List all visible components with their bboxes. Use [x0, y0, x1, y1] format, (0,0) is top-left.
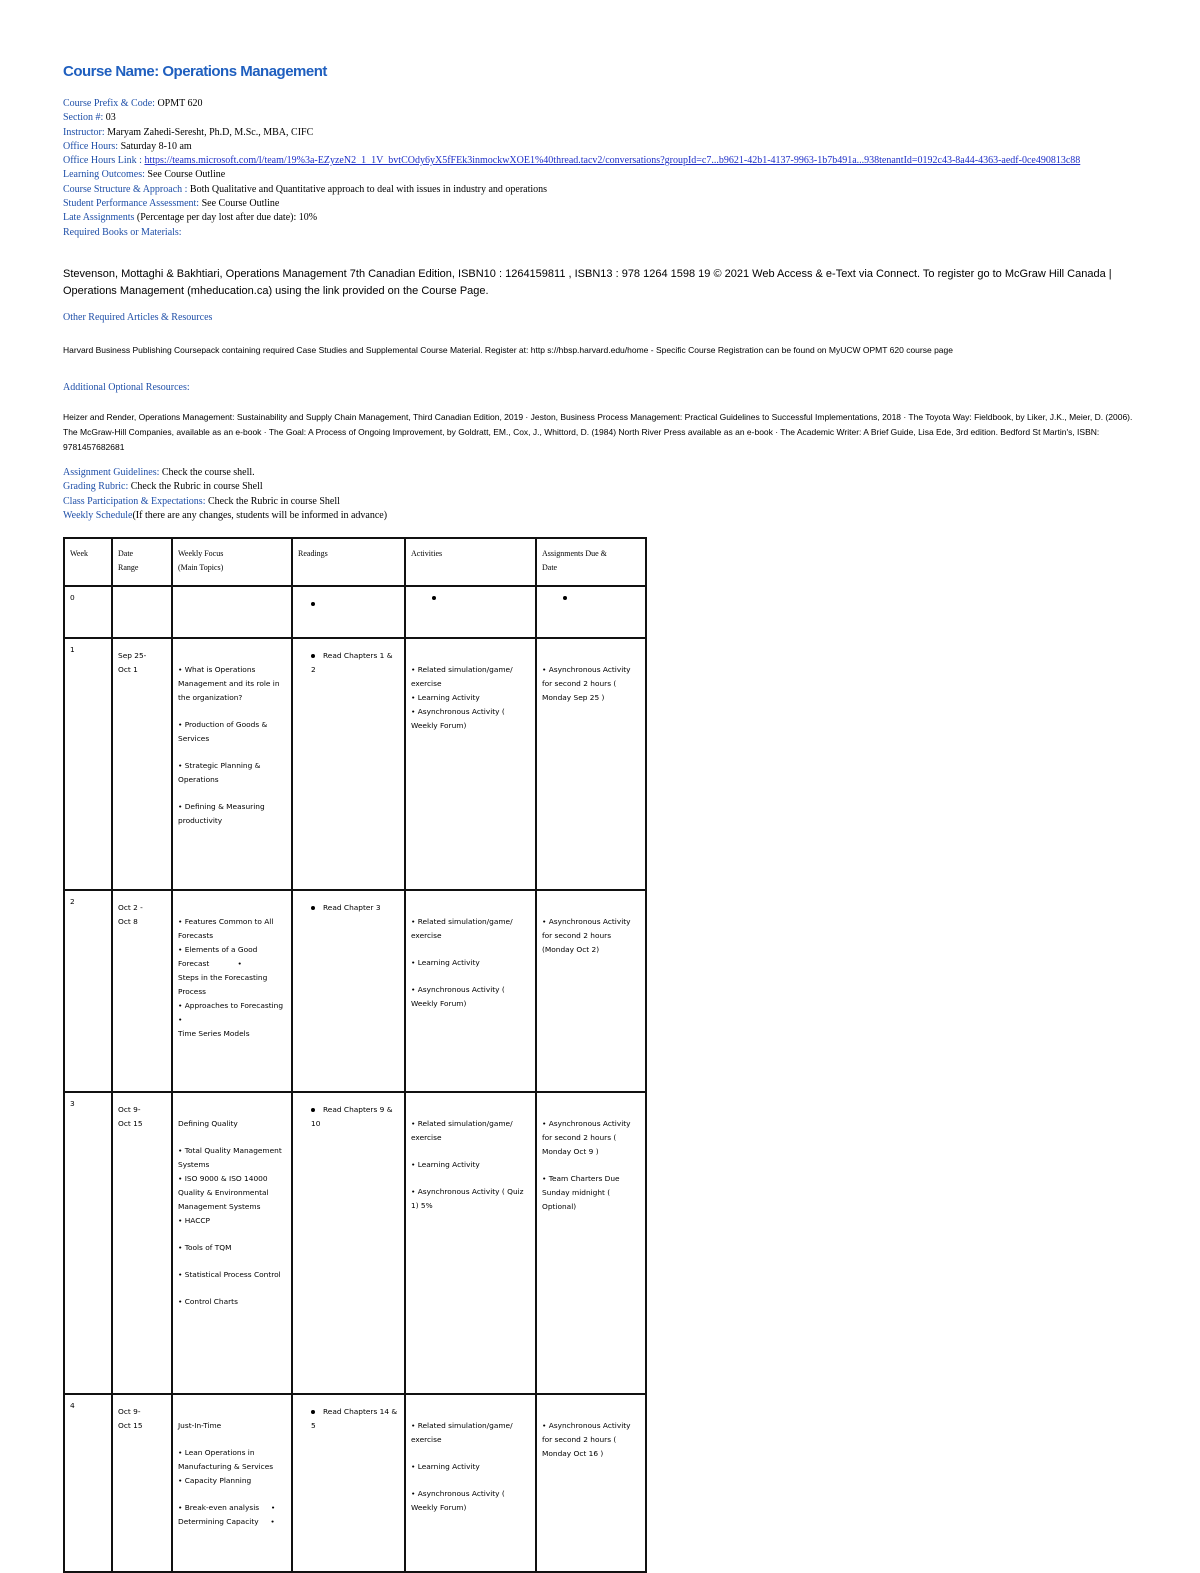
- assign-rubric: [63, 480, 387, 494]
- weekly-focus-cell: [172, 638, 292, 890]
- bullet-icon: [311, 1108, 315, 1112]
- assign-rubric-label: Grading Rubric:: [63, 481, 129, 493]
- focus-paragraph: • Break-even analysis • Determining Capacity •: [178, 1503, 276, 1526]
- week-cell: 3: [64, 1092, 112, 1394]
- activity-paragraph: • Asynchronous Activity ( Quiz 1) 5%: [411, 1187, 526, 1210]
- meta-instructor-value: Maryam Zahedi-Seresht, Ph.D, M.Sc., MBA, CIFC: [107, 126, 314, 138]
- activity-paragraph: • Related simulation/game/ exercise: [411, 1119, 515, 1142]
- assign-participation: [63, 495, 387, 509]
- assignment-paragraph: • Asynchronous Activity for second 2 hours (Monday Oct 2): [542, 917, 633, 954]
- bullet-icon: [311, 654, 315, 658]
- focus-paragraph: Defining Quality: [178, 1119, 238, 1128]
- meta-hours-label: Office Hours:: [63, 140, 119, 152]
- assignments-cell: [536, 1394, 646, 1572]
- activity-paragraph: • Related simulation/game/ exercise: [411, 1421, 515, 1444]
- required-books-text: Stevenson, Mottaghi & Bakhtiari, Operations Management 7th Canadian Edition, ISBN10 : 1264159811 , ISBN13 : 978 1264 1598 19 © 2021 Web Access & e-Text via Connect. To register go to McGraw Hill Canada | Operations Management (mheducation.ca) using the link provided on the Course Page.: [63, 268, 1112, 297]
- meta-books: [63, 226, 1133, 240]
- activity-paragraph: • Related simulation/game/ exercise • Learning Activity • Asynchronous Activity ( Weekly Forum): [411, 665, 513, 730]
- week-cell: 0: [64, 586, 112, 638]
- activities-cell: [405, 586, 536, 638]
- focus-paragraph: • Lean Operations in Manufacturing & Services • Capacity Planning: [178, 1448, 274, 1485]
- meta-late: [63, 211, 1133, 225]
- additional-resources-label: Additional Optional Resources:: [63, 382, 190, 393]
- meta-late-value: (Percentage per day lost after due date): 10%: [136, 212, 318, 224]
- focus-paragraph: • Strategic Planning & Operations: [178, 761, 263, 784]
- assign-guidelines-label: Assignment Guidelines:: [63, 467, 160, 478]
- course-meta: [63, 97, 1133, 240]
- activity-paragraph: • Asynchronous Activity ( Weekly Forum): [411, 1489, 508, 1512]
- assignment-paragraph: • Asynchronous Activity for second 2 hours ( Monday Oct 9 ): [542, 1119, 633, 1156]
- date-range-cell: Oct 2 - Oct 8: [112, 890, 172, 1092]
- assign-guidelines-value: Check the course shell.: [161, 467, 255, 478]
- weekly-focus-cell: [172, 1092, 292, 1394]
- activities-cell: [405, 1394, 536, 1572]
- meta-hours: [63, 140, 1133, 154]
- meta-outcomes-label: Learning Outcomes:: [63, 169, 145, 181]
- assign-schedule-label: Weekly Schedule: [63, 509, 133, 521]
- week-cell: 4: [64, 1394, 112, 1572]
- meta-instructor-label: Instructor:: [63, 126, 105, 138]
- readings-text: Read Chapters 1 & 2: [311, 651, 393, 674]
- date-range-cell: Oct 9- Oct 15: [112, 1394, 172, 1572]
- readings-cell: [292, 890, 405, 1092]
- readings-text: Read Chapters 9 & 10: [311, 1105, 393, 1128]
- meta-section-value: 03: [105, 112, 116, 124]
- weekly-schedule-table: [63, 537, 647, 1573]
- activity-paragraph: • Learning Activity: [411, 1160, 480, 1169]
- table-row: [64, 638, 646, 890]
- activities-cell: [405, 1092, 536, 1394]
- meta-structure: [63, 183, 1133, 197]
- assignment-paragraph: • Asynchronous Activity for second 2 hours ( Monday Sep 25 ): [542, 665, 633, 702]
- header-week: Week: [64, 538, 112, 586]
- focus-paragraph: • Statistical Process Control: [178, 1270, 281, 1279]
- readings-cell: [292, 1092, 405, 1394]
- focus-paragraph: Just-In-Time: [178, 1421, 222, 1430]
- week-cell: 2: [64, 890, 112, 1092]
- meta-outcomes: [63, 168, 1133, 182]
- meta-prefix-value: OPMT 620: [157, 98, 203, 109]
- assign-guidelines: [63, 466, 387, 480]
- meta-hours-value: Saturday 8-10 am: [120, 140, 192, 152]
- header-assignments: Assignments Due & Date: [536, 538, 646, 586]
- assignment-paragraph: • Asynchronous Activity for second 2 hours ( Monday Oct 16 ): [542, 1421, 633, 1458]
- meta-instructor: [63, 126, 1133, 140]
- activity-paragraph: • Learning Activity: [411, 958, 480, 967]
- meta-prefix-label: Course Prefix & Code:: [63, 98, 155, 109]
- weekly-focus-cell: [172, 1394, 292, 1572]
- bullet-icon: [311, 1410, 315, 1414]
- table-header-row: [64, 538, 646, 586]
- assign-participation-label: Class Participation & Expectations:: [63, 495, 206, 507]
- meta-books-label: Required Books or Materials:: [63, 226, 182, 238]
- bullet-icon: [311, 602, 315, 606]
- focus-paragraph: • Control Charts: [178, 1297, 238, 1306]
- meta-section-label: Section #:: [63, 112, 104, 124]
- header-date-range: Date Range: [112, 538, 172, 586]
- focus-paragraph: • Total Quality Management Systems • ISO 9000 & ISO 14000 Quality & Environmental Management Systems • HACCP: [178, 1146, 282, 1225]
- meta-structure-value: Both Qualitative and Quantitative approach to deal with issues in industry and operations: [189, 183, 548, 195]
- other-resources-label: Other Required Articles & Resources: [63, 312, 213, 323]
- office-hours-link[interactable]: https://teams.microsoft.com/l/team/19%3a-EZyzeN2_1_1V_bvtCOdy6yX5fFEk3inmockwXOE1%40thread.tacv2/conversations?groupId=c7...b9621-42b1-4137-9963-1b7b491a...938tenantId=0192c43-8a44-4363-aedf-0ce490813c88: [144, 155, 1081, 167]
- header-weekly-focus: Weekly Focus (Main Topics): [172, 538, 292, 586]
- meta-section: [63, 111, 1133, 125]
- readings-text: Read Chapter 3: [323, 903, 381, 912]
- focus-paragraph: • Defining & Measuring productivity: [178, 802, 267, 825]
- meta-outcomes-value: See Course Outline: [147, 169, 226, 181]
- assign-schedule-value: (If there are any changes, students will be informed in advance): [132, 509, 388, 521]
- harvard-coursepack-text: Harvard Business Publishing Coursepack containing required Case Studies and Supplemental Course Material. Register at: http s://hbsp.harvard.edu/home - Specific Course Registration can be found on MyUCW OPMT 620 course page: [63, 345, 953, 355]
- meta-link-label: Office Hours Link :: [63, 155, 142, 167]
- header-activities: Activities: [405, 538, 536, 586]
- weekly-focus-cell: [172, 586, 292, 638]
- meta-assessment-value: See Course Outline: [201, 198, 280, 210]
- meta-structure-label: Course Structure & Approach :: [63, 183, 188, 195]
- focus-paragraph: • What is Operations Management and its role in the organization?: [178, 665, 282, 702]
- table-row: [64, 1092, 646, 1394]
- date-range-cell: Oct 9- Oct 15: [112, 1092, 172, 1394]
- assignments-cell: [536, 638, 646, 890]
- weekly-focus-cell: [172, 890, 292, 1092]
- meta-assessment-label: Student Performance Assessment:: [63, 198, 200, 210]
- assignments-cell: [536, 890, 646, 1092]
- table-row: [64, 586, 646, 638]
- activities-cell: [405, 890, 536, 1092]
- meta-assessment: [63, 197, 1133, 211]
- table-row: [64, 1394, 646, 1572]
- assign-rubric-value: Check the Rubric in course Shell: [130, 481, 263, 493]
- readings-cell: [292, 638, 405, 890]
- assignment-info: [63, 466, 387, 523]
- week-cell: 1: [64, 638, 112, 890]
- table-row: [64, 890, 646, 1092]
- meta-prefix: [63, 97, 1133, 111]
- assignments-cell: [536, 586, 646, 638]
- course-title: Course Name: Operations Management: [63, 63, 327, 80]
- date-range-cell: Sep 25- Oct 1: [112, 638, 172, 890]
- focus-paragraph: • Tools of TQM: [178, 1243, 232, 1252]
- readings-cell: [292, 1394, 405, 1572]
- focus-paragraph: • Production of Goods & Services: [178, 720, 270, 743]
- header-readings: Readings: [292, 538, 405, 586]
- assign-participation-value: Check the Rubric in course Shell: [207, 495, 340, 507]
- additional-resources-text: Heizer and Render, Operations Management: Sustainability and Supply Chain Management, Third Canadian Edition, 2019 · Jeston, Business Process Management: Practical Guidelines to Successful Implementations, 2018 · The Toyota Way: Fieldbook, by Liker, J.K., Meier, D. (2006). The McGraw-Hill Companies, available as an e-book · The Goal: A Process of Ongoing Improvement, by Goldratt, EM., Cox, J., Whittord, D. (1984) North River Press available as an e-book · The Academic Writer: A Brief Guide, Lisa Ede, 3rd edition. Bedford St Martin's, ISBN: 9781457682681: [63, 412, 1133, 452]
- bullet-icon: [432, 596, 436, 600]
- activity-paragraph: • Related simulation/game/ exercise: [411, 917, 515, 940]
- bullet-icon: [563, 596, 567, 600]
- assign-schedule: [63, 509, 387, 523]
- activity-paragraph: • Asynchronous Activity ( Weekly Forum): [411, 985, 508, 1008]
- activity-paragraph: • Learning Activity: [411, 1462, 480, 1471]
- meta-link: [63, 154, 1133, 168]
- meta-late-label: Late Assignments: [63, 212, 135, 224]
- date-range-cell: [112, 586, 172, 638]
- assignment-paragraph: • Team Charters Due Sunday midnight ( Optional): [542, 1174, 622, 1211]
- readings-text: Read Chapters 14 & 5: [311, 1407, 398, 1430]
- bullet-icon: [311, 906, 315, 910]
- assignments-cell: [536, 1092, 646, 1394]
- readings-cell: [292, 586, 405, 638]
- activities-cell: [405, 638, 536, 890]
- focus-paragraph: • Features Common to All Forecasts • Elements of a Good Forecast • Steps in the Forecasting Process • Approaches to Forecasting • Time Series Models: [178, 917, 284, 1038]
